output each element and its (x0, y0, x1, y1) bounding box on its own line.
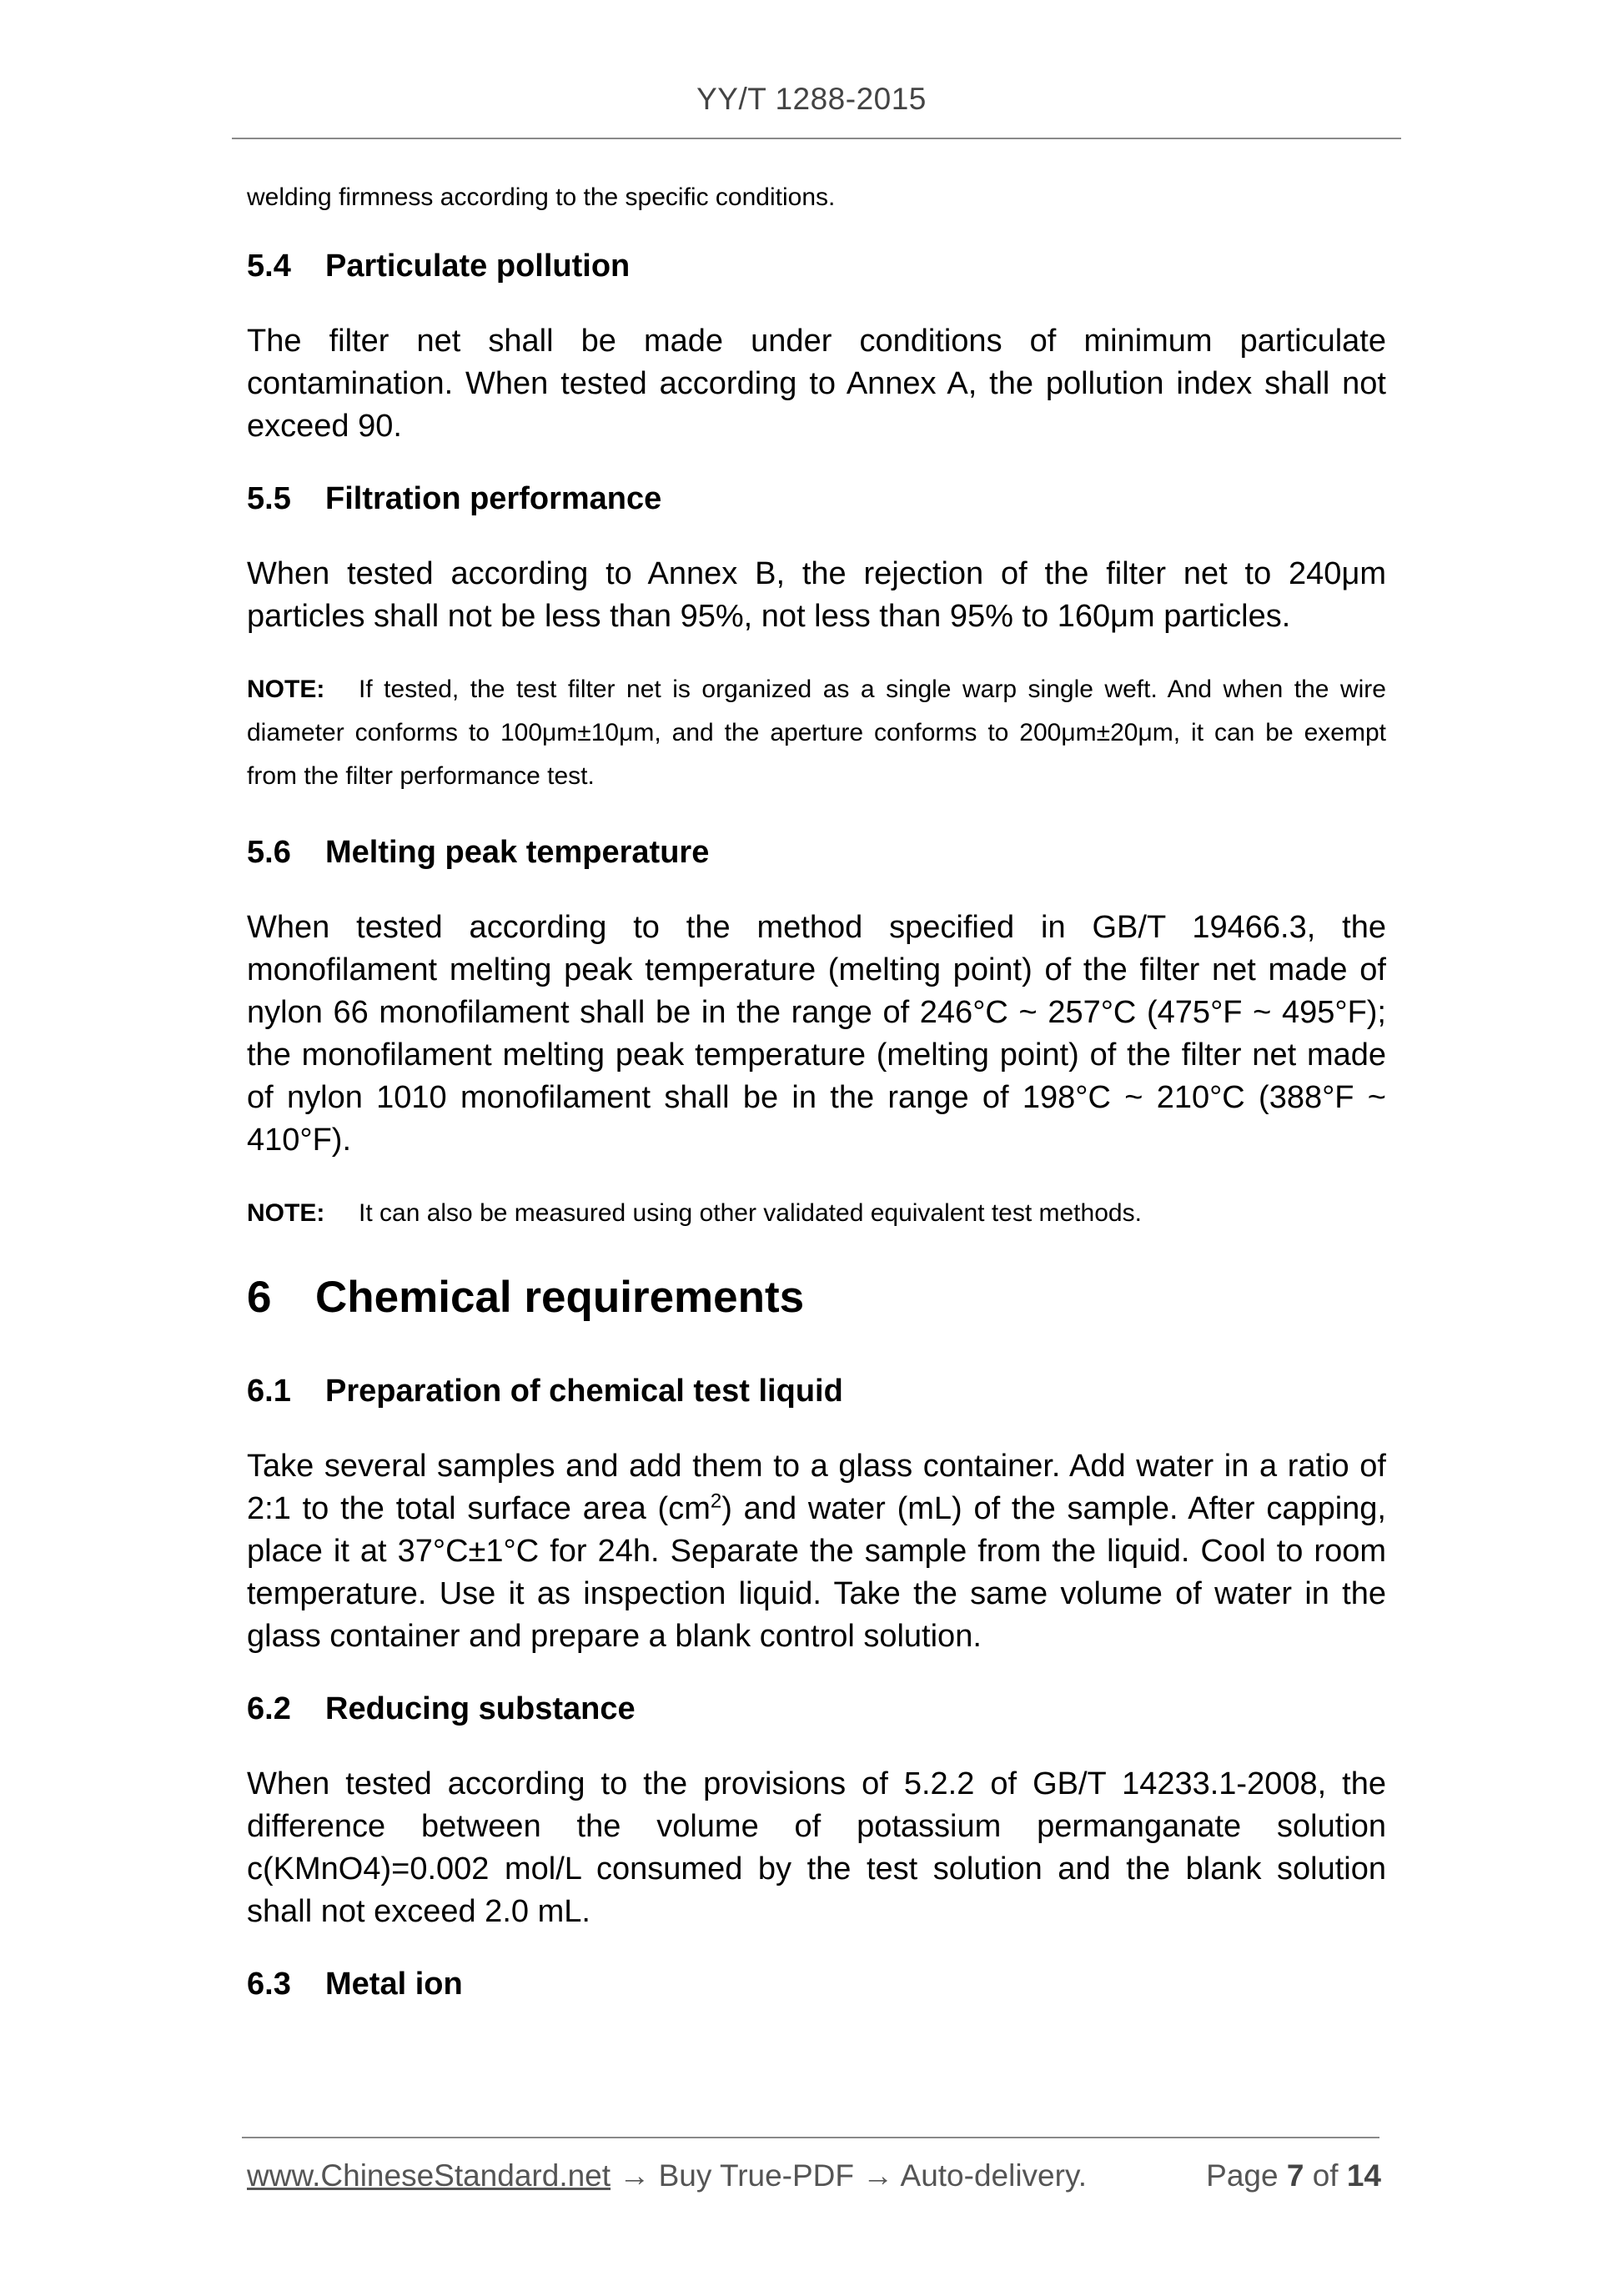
page-content (247, 175, 1386, 2038)
text-part-b: ) and water (mL) of the sample. After capping, place it at 37°C±1°C for 24h. Separate the sample from the liquid. Cool to room temperature. Use it as inspection liquid. Take the same volume of water in the glass container and prepare a blank control solution. (247, 1491, 1386, 1654)
section-5-4-text: The filter net shall be made under conditions of minimum particulate contamination. When tested according to Annex A, the pollution index shall not exceed 90. (247, 324, 1386, 444)
section-6-3-heading (247, 1963, 1386, 2005)
footer (247, 2158, 1381, 2193)
page-label: Page (1206, 2158, 1279, 2193)
section-title: Reducing substance (325, 1691, 636, 1726)
note-label: NOTE: (247, 676, 325, 703)
page-current: 7 (1286, 2158, 1304, 2193)
section-number: 6.2 (247, 1691, 291, 1726)
section-5-4-heading (247, 245, 1386, 287)
text-part-a: Take several samples and add them to a glass container. Add water in a ratio of 2:1 to the total surface area (cm (247, 1449, 1386, 1526)
section-number: 5.4 (247, 249, 291, 284)
section-title: Filtration performance (325, 481, 662, 516)
section-6-1-heading (247, 1370, 1386, 1412)
header-divider (232, 138, 1401, 139)
section-number: 5.6 (247, 835, 291, 870)
section-number: 6.1 (247, 1374, 291, 1409)
note-text: It can also be measured using other validated equivalent test methods. (359, 1199, 1142, 1227)
section-title: Metal ion (325, 1967, 463, 2002)
page-total: 14 (1346, 2158, 1381, 2193)
page-of: of (1312, 2158, 1339, 2193)
section-number: 6.3 (247, 1967, 291, 2002)
note-label: NOTE: (247, 1199, 325, 1227)
section-number: 6 (247, 1273, 272, 1322)
section-5-6-note (247, 1192, 1386, 1235)
section-6-heading (247, 1269, 1386, 1327)
intro-fragment: welding firmness according to the specific conditions. (247, 183, 836, 211)
header-doc-id: YY/T 1288-2015 (696, 82, 927, 116)
section-5-5-text: When tested according to Annex B, the rejection of the filter net to 240μm particles shall not be less than 95%, not less than 95% to 160μm particles. (247, 556, 1386, 634)
section-5-6-text: When tested according to the method specified in GB/T 19466.3, the monofilament melting peak temperature (melting point) of the filter net made of nylon 66 monofilament shall be in the range of 246°C ~ 257°C (475°F ~ 495°F); the monofilament melting peak temperature (melting point) of the filter net made of nylon 1010 monofilament shall be in the range of 198°C ~ 210°C (388°F ~ 410°F). (247, 910, 1386, 1158)
section-6-2-heading (247, 1688, 1386, 1730)
section-title: Preparation of chemical test liquid (325, 1374, 843, 1409)
section-title: Particulate pollution (325, 249, 631, 284)
section-6-2-text: When tested according to the provisions of 5.2.2 of GB/T 14233.1-2008, the difference between the volume of potassium permanganate solution c(KMnO4)=0.002 mol/L consumed by the test solution and the blank solution shall not exceed 2.0 mL. (247, 1766, 1386, 1929)
website-link[interactable]: www.ChineseStandard.net (247, 2158, 611, 2193)
section-number: 5.5 (247, 481, 291, 516)
page-indicator (1206, 2158, 1381, 2193)
footer-divider (242, 2137, 1379, 2138)
section-5-6-heading (247, 831, 1386, 873)
section-6-1-text (247, 1445, 1386, 1658)
superscript: 2 (710, 1490, 722, 1513)
section-title: Chemical requirements (315, 1273, 805, 1322)
note-text: If tested, the test filter net is organized as a single warp single weft. And when the wire diameter conforms to 100μm±10μm, and the aperture conforms to 200μm±20μm, it can be exempt from the filter performance test. (247, 676, 1386, 790)
section-title: Melting peak temperature (325, 835, 710, 870)
section-5-5-note (247, 668, 1386, 798)
section-5-5-heading (247, 478, 1386, 520)
footer-promo: → Buy True-PDF → Auto-delivery. (611, 2158, 1087, 2193)
